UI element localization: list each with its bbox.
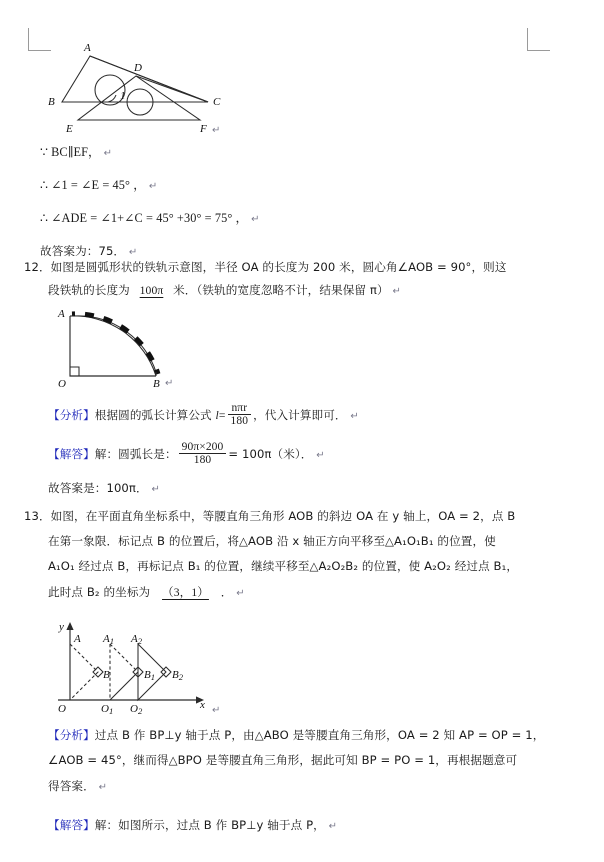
pilcrow: ↵ xyxy=(350,411,359,423)
figure-label-B2: B2 xyxy=(172,669,184,682)
analysis-text-pre: 根据圆的弧长计算公式 xyxy=(94,408,212,423)
analysis-tag: 【分析】 xyxy=(48,408,95,423)
problem-13-answer-blank: （3，1） xyxy=(162,586,209,599)
figure-label-B: B xyxy=(103,669,110,681)
figure-label-O1: O1 xyxy=(101,703,114,716)
figure-label-1: 1 xyxy=(120,90,126,102)
problem-12-answer-text: 故答案是：100π． xyxy=(48,481,148,495)
fraction-denominator: 180 xyxy=(179,453,227,466)
analysis-text-1: 过点 B 作 BP⊥y 轴于点 P，由△ABO 是等腰直角三角形，OA = 2 知 AP = OP = 1， xyxy=(94,728,545,742)
figure-label-E: E xyxy=(66,123,73,135)
pilcrow: ↵ xyxy=(328,821,338,832)
pilcrow-fig-2: ↵ xyxy=(165,378,174,389)
problem-12-solution xyxy=(48,442,325,467)
problem-13-analysis-line-3 xyxy=(48,779,107,795)
problem-12-stem-text-1: 如图是圆弧形状的铁轨示意图，半径 OA 的长度为 200 米，圆心角∠AOB = 90°，则这 xyxy=(50,260,507,274)
pilcrow: ↵ xyxy=(251,214,260,225)
problem-13-stem-line-1 xyxy=(24,509,515,524)
figure-label-B1: B1 xyxy=(144,669,156,682)
formula-fraction-arc-length xyxy=(228,402,252,427)
solution-tag: 【解答】 xyxy=(48,818,95,832)
analysis-text-post: ，代入计算即可． xyxy=(253,408,347,423)
figure-label-C: C xyxy=(213,96,221,108)
answer-line-11-text: 故答案为：75． xyxy=(40,244,126,258)
problem-13-stem-line-3 xyxy=(48,559,518,574)
fraction-denominator: 180 xyxy=(228,414,252,427)
figure-axis-label-x: x xyxy=(200,699,205,711)
figure-label-F: F xyxy=(200,123,207,135)
figure-label-A2: A2 xyxy=(131,633,143,646)
problem-12-answer-line xyxy=(48,481,160,497)
solution-fraction xyxy=(179,441,227,466)
figure-axis-label-y: y xyxy=(59,621,64,633)
pilcrow: ↵ xyxy=(148,181,158,192)
fraction-numerator: 90π×200 xyxy=(181,441,224,453)
answer-line-11 xyxy=(40,244,137,260)
reason-line-angle1 xyxy=(40,178,157,194)
figure-label-A: A xyxy=(58,308,65,320)
formula-variable-l: l xyxy=(215,409,219,423)
formula-equals: = xyxy=(218,409,226,423)
figure-label-D: D xyxy=(134,62,142,74)
problem-13-stem-text-4a: 此时点 B₂ 的坐标为 xyxy=(48,585,151,599)
figure-label-O2: O2 xyxy=(130,703,143,716)
reason-line-angle1-text: ∴ ∠1 = ∠E = 45° ， xyxy=(40,178,146,192)
figure-label-A1: A1 xyxy=(103,633,115,646)
problem-12-answer-blank: 100π xyxy=(139,284,164,297)
pilcrow: ↵ xyxy=(103,148,113,159)
reason-line-angle-ade xyxy=(40,211,260,227)
problem-13-stem-text-1: 如图，在平面直角坐标系中，等腰直角三角形 AOB 的斜边 OA 在 y 轴上，OA = 2，点 B xyxy=(50,509,516,523)
figure-label-O: O xyxy=(58,703,66,715)
problem-13-stem-text-3: A₁O₁ 经过点 B，再标记点 B₁ 的位置，继续平移至△A₂O₂B₂ 的位置，使 A₂O₂ 经过点 B₁， xyxy=(48,559,519,573)
figure-label-O: O xyxy=(58,378,66,390)
analysis-tag: 【分析】 xyxy=(48,728,95,742)
problem-12-stem-line-1 xyxy=(24,260,507,275)
crop-mark-top-right xyxy=(527,28,550,51)
pilcrow-fig-1: ↵ xyxy=(212,125,221,136)
analysis-text-3: 得答案． xyxy=(48,779,95,793)
problem-13-stem-line-2 xyxy=(48,534,496,549)
figure-label-B: B xyxy=(48,96,55,108)
solution-text: 解：如图所示，过点 B 作 BP⊥y 轴于点 P， xyxy=(94,818,325,832)
pilcrow: ↵ xyxy=(236,588,245,599)
figure-label-A: A xyxy=(84,42,91,54)
reason-line-parallel-text: ∵ BC∥EF， xyxy=(40,145,101,159)
analysis-text-2: ∠AOB = 45°，继而得△BPO 是等腰直角三角形，据此可知 BP = PO = 1，再根据题意可 xyxy=(48,753,518,767)
problem-13-stem-line-4 xyxy=(48,585,245,601)
solution-text-post: = 100π（米）． xyxy=(228,447,313,462)
problem-12-number: 12． xyxy=(24,260,51,274)
fraction-numerator: nπr xyxy=(231,402,248,414)
figure-label-B: B xyxy=(153,378,160,390)
pilcrow-fig-3: ↵ xyxy=(212,705,221,716)
problem-13-stem-text-4b: ． xyxy=(220,585,233,599)
solution-text-pre: 解：圆弧长是： xyxy=(94,447,177,462)
problem-12-analysis xyxy=(48,403,359,428)
reason-line-angle-ade-text: ∴ ∠ADE = ∠1+∠C = 45° +30° = 75° ， xyxy=(40,211,248,225)
figure-coordinate-translated-triangles xyxy=(48,618,238,718)
problem-12-stem-line-2 xyxy=(48,283,401,299)
problem-13-stem-text-2: 在第一象限．标记点 B 的位置后，将△AOB 沿 x 轴正方向平移至△A₁O₁B₁ 的位置，使 xyxy=(48,534,496,548)
pilcrow: ↵ xyxy=(98,782,108,793)
pilcrow: ↵ xyxy=(128,247,138,258)
pilcrow: ↵ xyxy=(316,450,325,462)
figure-quarter-arc-railway xyxy=(58,308,238,388)
problem-13-solution xyxy=(48,818,337,834)
problem-13-analysis-line-2 xyxy=(48,753,517,768)
reason-line-parallel xyxy=(40,145,112,161)
problem-12-stem-text-2b: 米．（铁轨的宽度忽略不计，结果保留 π） xyxy=(173,283,389,297)
figure-label-A: A xyxy=(74,633,81,645)
problem-13-analysis-line-1 xyxy=(48,728,544,743)
problem-12-stem-text-2a: 段铁轨的长度为 xyxy=(48,283,130,297)
problem-13-number: 13． xyxy=(24,509,51,523)
solution-tag: 【解答】 xyxy=(48,447,95,462)
pilcrow: ↵ xyxy=(151,484,160,495)
pilcrow: ↵ xyxy=(392,286,401,297)
